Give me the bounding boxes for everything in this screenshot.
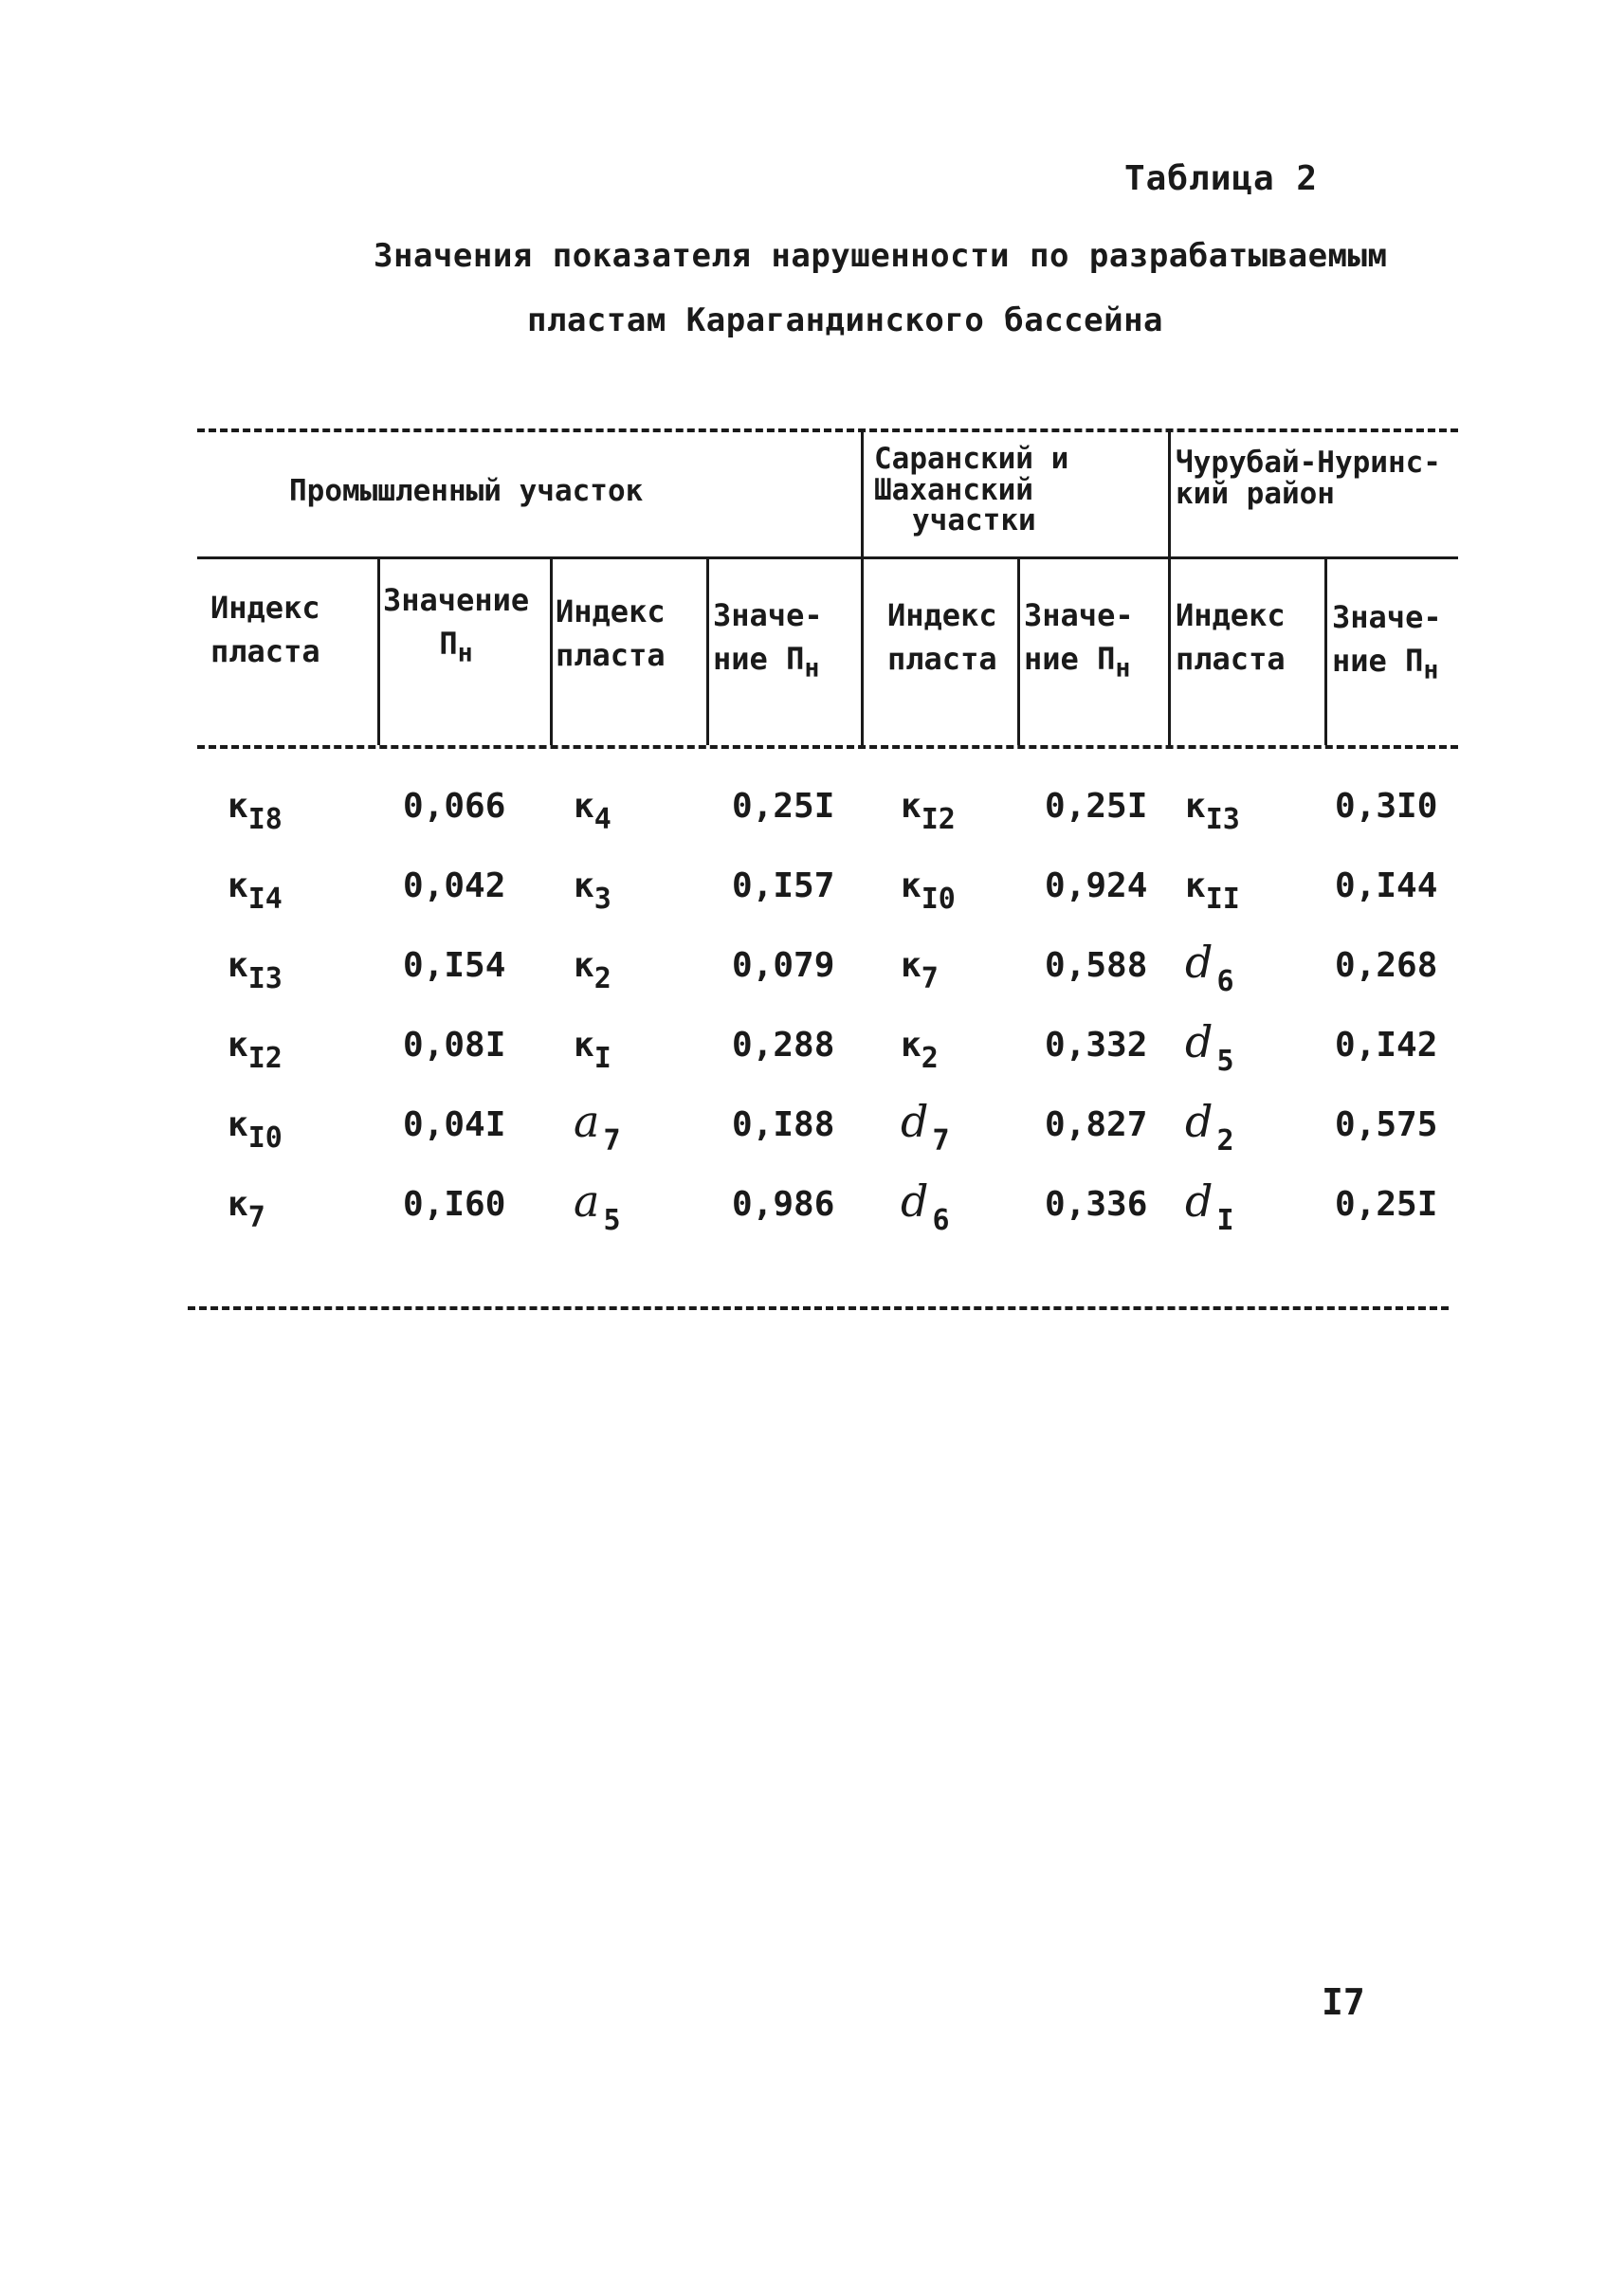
index-subscript: I0 (921, 883, 956, 916)
index-base: d (1185, 1175, 1213, 1227)
table-cell-index (1185, 1016, 1234, 1078)
table-cell-index (574, 787, 611, 836)
col-header-line: Индекс (210, 590, 320, 626)
index-base: d (1185, 1016, 1213, 1067)
table-cell-value: 0,066 (403, 787, 506, 826)
index-subscript: 5 (1216, 1045, 1234, 1078)
column-divider (706, 558, 709, 745)
col-header-subscript: н (457, 638, 473, 668)
index-subscript: 5 (603, 1204, 621, 1237)
table-cell-index (901, 787, 956, 836)
col-header-subscript: н (1423, 655, 1439, 685)
col-header-value-3 (1024, 593, 1134, 687)
table-cell-index (901, 946, 939, 995)
index-subscript: 6 (932, 1204, 950, 1237)
index-base: к (228, 1185, 248, 1224)
index-subscript: 6 (1216, 965, 1234, 998)
table-cell-value: 0,3I0 (1335, 787, 1438, 826)
index-subscript: 2 (593, 962, 611, 995)
column-divider (377, 558, 380, 745)
index-subscript: I (593, 1042, 611, 1075)
table-cell-value: 0,288 (732, 1026, 835, 1065)
table-cell-index (228, 1185, 265, 1234)
index-base: a (574, 1175, 600, 1227)
col-header-line (1024, 637, 1134, 687)
index-base: d (1185, 1096, 1213, 1147)
index-subscript: I4 (247, 883, 283, 916)
table-cell-index (1185, 866, 1240, 916)
table-cell-value: 0,25I (732, 787, 835, 826)
col-header-value-1 (383, 578, 529, 672)
col-header-line: Значе- (1024, 597, 1134, 633)
table-cell-index (901, 1175, 950, 1237)
index-base: к (574, 946, 594, 985)
index-base: к (574, 1026, 594, 1065)
index-base: d (1185, 937, 1213, 988)
table-cell-index (1185, 937, 1234, 998)
group-header-churubai (1176, 447, 1441, 509)
index-subscript: I0 (247, 1121, 283, 1155)
col-header-symbol: ние П (1332, 643, 1424, 680)
col-header-value-4 (1332, 595, 1442, 689)
column-divider (550, 558, 553, 745)
group-header-line: участки (912, 503, 1036, 538)
col-header-line: пласта (1176, 641, 1286, 678)
index-base: к (901, 787, 921, 826)
index-base: к (1185, 787, 1206, 826)
table-cell-value: 0,042 (403, 866, 506, 905)
index-base: к (228, 1026, 248, 1065)
table-cell-value: 0,I60 (403, 1185, 506, 1224)
col-header-line: Значение (383, 582, 530, 618)
index-subscript: 7 (921, 962, 939, 995)
col-header-line: Значе- (713, 597, 823, 633)
group-header-line: Шаханский (874, 472, 1033, 507)
table-bottom-rule (188, 1306, 1449, 1310)
col-header-subscript: н (804, 653, 820, 683)
index-base: к (228, 866, 248, 905)
index-base: d (901, 1096, 929, 1147)
col-header-symbol: ние П (1024, 641, 1116, 678)
column-divider (1324, 558, 1327, 745)
group-header-rule (197, 556, 1458, 559)
col-header-symbol: ние П (713, 641, 805, 678)
table-title-line-2: пластам Карагандинского бассейна (527, 301, 1164, 339)
index-subscript: I2 (921, 803, 956, 836)
index-base: d (901, 1175, 929, 1227)
table-cell-value: 0,25I (1045, 787, 1148, 826)
index-base: к (1185, 866, 1206, 905)
index-subscript: I3 (1205, 803, 1240, 836)
index-subscript: 7 (932, 1124, 950, 1157)
col-header-line: пласта (556, 637, 666, 674)
col-header-index-1 (210, 586, 320, 674)
col-header-index-4 (1176, 593, 1286, 682)
group-header-industrial (289, 476, 643, 507)
col-header-line: Индекс (556, 593, 666, 629)
table-cell-value: 0,25I (1335, 1185, 1438, 1224)
table-cell-index (228, 1105, 283, 1155)
group-divider-1 (861, 428, 864, 747)
table-cell-value: 0,332 (1045, 1026, 1148, 1065)
table-cell-value: 0,08I (403, 1026, 506, 1065)
table-cell-value: 0,336 (1045, 1185, 1148, 1224)
index-subscript: 3 (593, 883, 611, 916)
index-subscript: I8 (247, 803, 283, 836)
table-cell-index (574, 1175, 621, 1237)
table-cell-index (228, 1026, 283, 1075)
index-base: к (901, 1026, 921, 1065)
index-subscript: 2 (1216, 1124, 1234, 1157)
col-header-index-2 (556, 590, 666, 678)
col-header-subscript: н (1115, 653, 1131, 683)
group-divider-2 (1168, 428, 1171, 747)
table-cell-index (574, 866, 611, 916)
index-base: к (901, 866, 921, 905)
index-base: к (228, 787, 248, 826)
table-cell-value: 0,924 (1045, 866, 1148, 905)
index-subscript: II (1205, 883, 1240, 916)
group-header-saran (874, 444, 1068, 537)
col-header-value-2 (713, 593, 823, 687)
index-base: к (574, 787, 594, 826)
index-subscript: 2 (921, 1042, 939, 1075)
index-base: a (574, 1096, 600, 1147)
col-header-index-3 (887, 593, 997, 682)
table-cell-index (901, 1026, 939, 1075)
index-subscript: I2 (247, 1042, 283, 1075)
index-subscript: I (1216, 1204, 1234, 1237)
table-cell-value: 0,575 (1335, 1105, 1438, 1144)
table-cell-value: 0,827 (1045, 1105, 1148, 1144)
table-cell-value: 0,I57 (732, 866, 835, 905)
group-header-line: Саранский и (874, 442, 1069, 476)
group-header-line: кий район (1176, 476, 1335, 511)
index-subscript: 7 (247, 1201, 265, 1234)
table-cell-value: 0,986 (732, 1185, 835, 1224)
table-cell-index (901, 866, 956, 916)
table-cell-value: 0,588 (1045, 946, 1148, 985)
header-bottom-rule (197, 745, 1458, 749)
table-cell-value: 0,I42 (1335, 1026, 1438, 1065)
index-subscript: 4 (593, 803, 611, 836)
column-divider (1017, 558, 1020, 745)
table-cell-index (228, 787, 283, 836)
index-subscript: 7 (603, 1124, 621, 1157)
col-header-line: пласта (210, 633, 320, 670)
table-cell-index (1185, 787, 1240, 836)
col-header-line: Индекс (1176, 597, 1286, 633)
table-cell-index (574, 1026, 611, 1075)
table-cell-value: 0,I54 (403, 946, 506, 985)
table-top-rule (197, 428, 1458, 432)
index-base: к (228, 1105, 248, 1144)
group-header-line: Промышленный участок (289, 474, 644, 508)
table-caption: Таблица 2 (1124, 159, 1319, 198)
index-base: к (901, 946, 921, 985)
table-cell-value: 0,I88 (732, 1105, 835, 1144)
col-header-line (383, 622, 529, 672)
table-cell-index (574, 946, 611, 995)
index-subscript: I3 (247, 962, 283, 995)
table-cell-value: 0,079 (732, 946, 835, 985)
table-cell-value: 0,04I (403, 1105, 506, 1144)
page-number: I7 (1322, 1981, 1365, 2023)
table-cell-index (1185, 1096, 1234, 1157)
table-cell-index (1185, 1175, 1234, 1237)
col-header-symbol: П (439, 626, 458, 663)
table-title-line-1: Значения показателя нарушенности по разрабатываемым (374, 237, 1388, 275)
table-cell-index (574, 1096, 621, 1157)
index-base: к (574, 866, 594, 905)
col-header-line (1332, 639, 1442, 689)
table-cell-index (228, 946, 283, 995)
table-cell-index (228, 866, 283, 916)
col-header-line: Индекс (887, 597, 997, 633)
table-cell-value: 0,268 (1335, 946, 1438, 985)
group-header-line: Чурубай-Нуринс- (1176, 446, 1441, 480)
index-base: к (228, 946, 248, 985)
table-cell-index (901, 1096, 950, 1157)
col-header-line (713, 637, 823, 687)
table-cell-value: 0,I44 (1335, 866, 1438, 905)
col-header-line: пласта (887, 641, 997, 678)
col-header-line: Значе- (1332, 599, 1442, 635)
